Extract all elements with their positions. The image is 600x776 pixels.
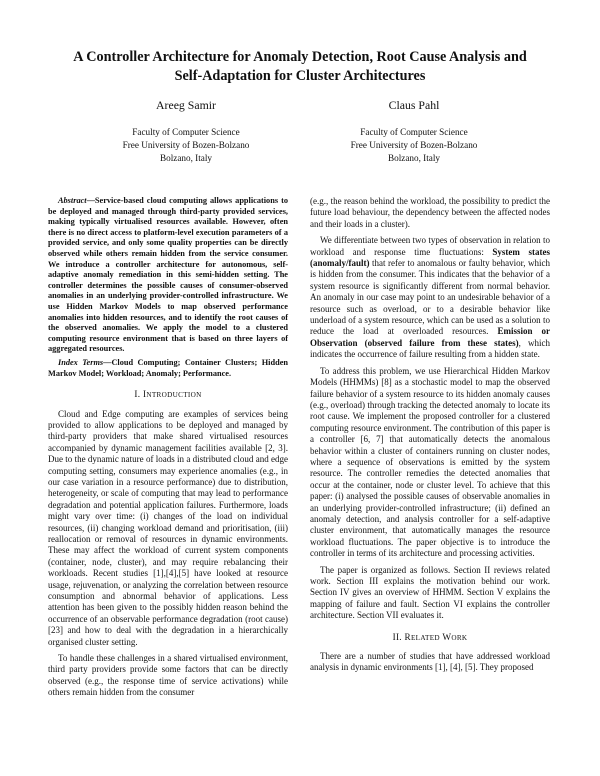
author-name-1: Areeg Samir <box>156 98 216 112</box>
affiliation-faculty: Faculty of Computer Science <box>360 127 468 137</box>
observation-types-paragraph <box>310 235 550 360</box>
emission-term: Emission or Observation (observed failure from these states) <box>310 326 550 348</box>
index-terms <box>48 358 288 379</box>
index-terms-text: —Cloud Computing; Container Clusters; Hidden Markov Model; Workload; Anomaly; Performance. <box>48 357 288 378</box>
continued-paragraph: (e.g., the reason behind the workload, the possibility to predict the future load behaviour, the dependency between the affected nodes and their loads in a cluster). <box>310 196 550 229</box>
section-title-initial: R <box>404 631 411 642</box>
affiliation-city: Bolzano, Italy <box>387 153 441 163</box>
abstract-label: Abstract <box>58 196 87 205</box>
section-title-initial: I <box>142 389 147 400</box>
paragraph-text: , which indicates the occurrence of failure resulting from a hidden state. <box>310 337 551 360</box>
system-states-term: System states (anomaly/fault) <box>310 246 551 269</box>
section-number: I. <box>134 389 141 400</box>
paragraph-text: that refer to anomalous or faulty behavior, which is hidden from the consumer. This indicates that the behavior of a system resource is significantly different from normal behavior. An anomaly in our case may point to an undesirable behavior of a resource such as overload, or to a desirable behavior like underload of a system resource, which can be used as a solution to reduce the load at overloaded resources. <box>310 258 550 337</box>
intro-paragraph-1: Cloud and Edge computing are examples of services being provided to allow applications to be deployed and managed by third-party providers that make shared virtualised resources accompanied by dynamic management facilities available [2, 3]. Due to the dynamic nature of loads in a distributed cloud and edge computing setting, consumers may experience anomalies (e.g., in our case variation in a resource performance) due to distribution, heterogeneity, or scale of computing that may lead to performance degradation and potential application failures. Furthermore, loads might vary over time: (i) changes of the load on individual resources, (ii) changing workload demand and prioritisation, (iii) reallocation or removal of resources in dynamic environments. These may affect the workload of current system components (container, node, cluster), and may require rebalancing their workloads. Recent studies [1],[4],[5] have looked at resource usage, rejuvenation, or analyzing the correlation between resource consumption and abnormal behavior of applications. Less attention has been given to the possibly hidden reason behind the occurrence of an observable performance degradation (root cause)[23] and how to deal with the degradation in a hierarchically organised cluster setting. <box>48 408 288 647</box>
section-title-rest: ELATED <box>410 633 440 642</box>
index-terms-label: Index Terms <box>58 357 104 367</box>
approach-paragraph: To address this problem, we use Hierarchical Hidden Markov Models (HHMMs) [8] as a stochastic model to map the observed failure behavior of a system resource to its hidden anomaly causes (e.g., overload) through tracking the detected anomaly to locate its root cause. We implement the proposed controller for a clustered computing resource environment. The contribution of this paper is a controller [6, 7] that automatically detects the anomalous behavior within a cluster of containers running on cluster nodes, where a sequence of observations is emitted by the system resource. The controller remedies the detected anomalies that occur at the container, node or cluster level. To achieve that this paper: (i) analysed the possible causes of observable anomalies in an underlying provider-controlled infrastructure; (ii) defined an anomaly detection, and analysis controller for a self-adaptive cluster environment, that automatically manages the resource workload fluctuations. The paper objective is to introduce the controller in terms of its architecture and processing activities. <box>310 365 550 559</box>
title-line-2: Self-Adaptation for Cluster Architectures <box>174 68 426 84</box>
author-affiliation-1 <box>66 126 306 165</box>
paragraph-text: We differentiate between two types of observation in relation to workload and response time fluctuations: <box>310 235 550 257</box>
affiliation-city: Bolzano, Italy <box>159 153 213 163</box>
right-column <box>310 196 550 674</box>
section-title-rest: ORK <box>451 633 468 642</box>
affiliation-university: Free University of Bozen-Bolzano <box>350 140 478 150</box>
section-heading-introduction <box>48 389 288 401</box>
abstract <box>48 196 288 355</box>
intro-paragraph-2: To handle these challenges in a shared virtualised environment, third party providers provide some factors that can be directly observed (e.g., the response time of service activations) while others remain hidden from the consumer <box>48 653 288 698</box>
author-name-2: Claus Pahl <box>388 98 440 112</box>
author-affiliation-2 <box>294 126 534 165</box>
affiliation-university: Free University of Bozen-Bolzano <box>122 140 250 150</box>
paper-title <box>40 48 560 86</box>
left-column <box>48 196 288 699</box>
related-work-paragraph-1: There are a number of studies that have addressed workload analysis in dynamic environments [1], [4], [5]. They proposed <box>310 651 550 673</box>
abstract-text: —Service-based cloud computing allows applications to be deployed and managed through third-party provided services, making typically virtualised resources available. However, often there is no direct access to platform-level execution parameters of a provided service, and only some quality properties can be directly observed while others remain hidden from the service consumer. We introduce a controller architecture for autonomous, self-adaptive anomaly remediation in this semi-hidden setting. The controller determines the possible causes of consumer-observed anomalies in an underlying provider-controlled infrastructure. We use Hidden Markov Models to map observed performance anomalies into hidden resources, and to identify the root causes of the observed anomalies. We apply the model to a clustered computing resource environment that is based on three layers of aggregated resources. <box>48 196 288 354</box>
section-number: II. <box>392 631 402 642</box>
title-line-1: A Controller Architecture for Anomaly Detection, Root Cause Analysis and <box>73 49 527 65</box>
affiliation-faculty: Faculty of Computer Science <box>132 127 240 137</box>
section-title-initial: W <box>442 631 452 642</box>
section-heading-related-work <box>310 632 550 644</box>
organization-paragraph: The paper is organized as follows. Section II reviews related work. Section III explains the motivation behind our work. Section IV gives an overview of HHMM. Section V explains the mapping of failure and fault. Section VI explains the controller architecture. Section VII evaluates it. <box>310 564 550 621</box>
section-title-rest: NTRODUCTION <box>146 391 202 400</box>
